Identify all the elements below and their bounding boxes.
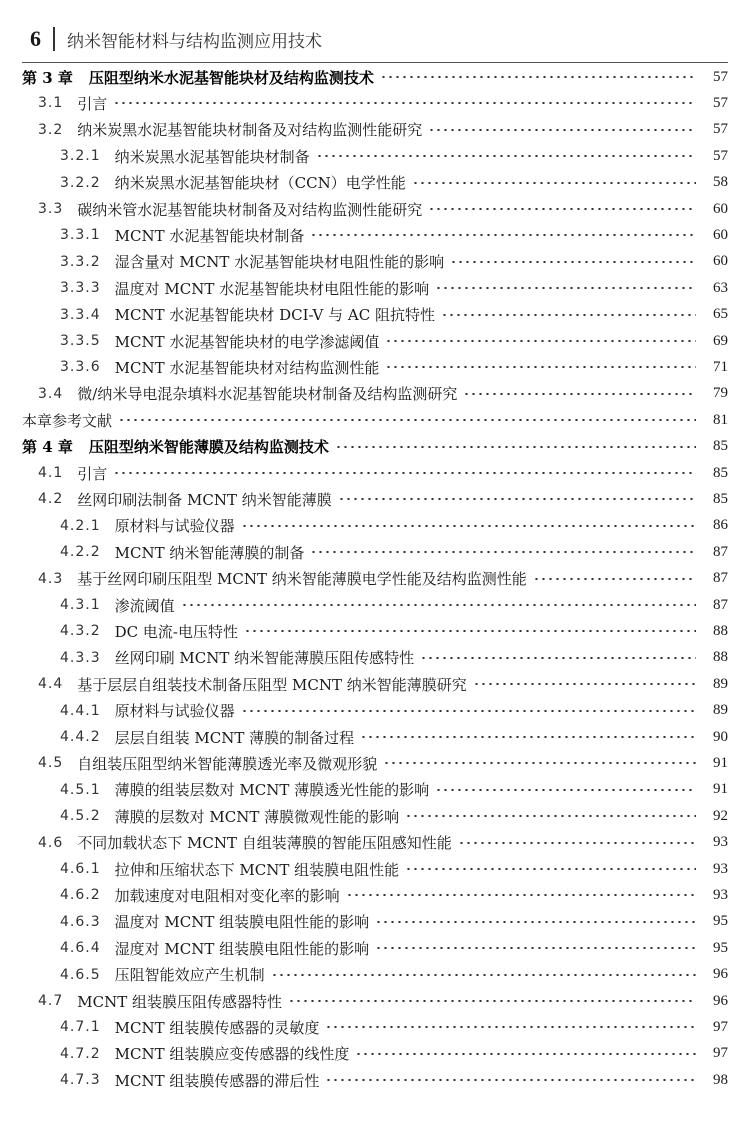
- toc-entry[interactable]: [60, 328, 728, 354]
- toc-entry[interactable]: [38, 90, 728, 116]
- toc-entry[interactable]: [60, 962, 728, 988]
- toc-entry-page: 63: [713, 279, 728, 296]
- toc-entry-page: 96: [713, 966, 728, 983]
- dot-leader: [385, 340, 696, 342]
- toc-entry[interactable]: [60, 724, 728, 750]
- toc-entry-page: 88: [713, 649, 728, 666]
- toc-entry-page: 93: [713, 886, 728, 903]
- toc-entry[interactable]: [38, 117, 728, 143]
- toc-entry-title: 自组装压阻型纳米智能薄膜透光率及微观形貌: [77, 754, 378, 773]
- toc-entry[interactable]: [60, 856, 728, 882]
- toc-entry-number: 3.2.2: [60, 174, 101, 191]
- toc-entry-title: 层层自组装 MCNT 薄膜的制备过程: [114, 728, 355, 747]
- toc-entry-number: 4.6: [38, 834, 64, 851]
- toc-entry-page: 60: [713, 253, 728, 270]
- toc-entry-page: 97: [713, 1045, 728, 1062]
- toc-entry-number: 第 3 章: [22, 68, 73, 87]
- dot-leader: [435, 287, 696, 289]
- toc-entry-number: 4.5: [38, 755, 64, 772]
- toc-entry[interactable]: [38, 460, 728, 486]
- toc-entry-number: 3.3.4: [60, 306, 101, 323]
- toc-entry[interactable]: [60, 275, 728, 301]
- toc-entry-title: 纳米炭黑水泥基智能块材制备: [114, 147, 310, 166]
- toc-entry[interactable]: [60, 645, 728, 671]
- toc-entry-title: 湿含量对 MCNT 水泥基智能块材电阻性能的影响: [114, 253, 445, 272]
- toc-entry-page: 69: [713, 332, 728, 349]
- toc-entry[interactable]: [60, 1041, 728, 1067]
- toc-entry-number: 3.3.3: [60, 280, 101, 297]
- dot-leader: [181, 604, 696, 606]
- toc-entry-title: 压阻型纳米水泥基智能块材及结构监测技术: [88, 68, 374, 87]
- toc-entry-number: 3.3.1: [60, 227, 101, 244]
- toc-entry-number: 3.4: [38, 385, 64, 402]
- toc-entry-number: 3.3.5: [60, 333, 101, 349]
- dot-leader: [375, 947, 696, 949]
- toc-entry-page: 60: [713, 200, 728, 217]
- toc-entry[interactable]: [60, 618, 728, 644]
- toc-entry-page: 57: [713, 147, 728, 164]
- toc-entry-number: 4.3.1: [60, 597, 101, 613]
- dot-leader: [310, 234, 696, 236]
- toc-entry-page: 98: [713, 1071, 728, 1088]
- toc-entry-page: 85: [713, 438, 728, 455]
- toc-entry-number: 4.6.2: [60, 887, 101, 904]
- toc-entry-title: 渗流阈值: [114, 596, 175, 615]
- toc-entry-number: 4.5.1: [60, 781, 101, 798]
- toc-entry-number: 4.7.2: [60, 1045, 101, 1062]
- toc-chapter-entry[interactable]: [22, 434, 728, 460]
- toc-entry-page: 95: [713, 939, 728, 956]
- toc-entry-page: 79: [713, 385, 728, 402]
- toc-entry[interactable]: [60, 539, 728, 565]
- toc-entry-title: MCNT 纳米智能薄膜的制备: [114, 543, 305, 562]
- toc-entry-title: 加载速度对电阻相对变化率的影响: [114, 886, 340, 905]
- toc-entry-number: 4.3.2: [60, 623, 101, 640]
- toc-entry-title: 原材料与试验仪器: [114, 517, 235, 536]
- dot-leader: [325, 1026, 696, 1028]
- toc-entry-number: 3.2.1: [60, 148, 101, 165]
- toc-entry-title: MCNT 水泥基智能块材对结构监测性能: [114, 358, 380, 377]
- toc-entry-number: 4.3: [38, 570, 64, 587]
- toc-entry-title: 温度对 MCNT 水泥基智能块材电阻性能的影响: [114, 279, 430, 298]
- toc-entry-number: 3.3.2: [60, 253, 101, 270]
- toc-entry[interactable]: [60, 354, 728, 380]
- toc-entry-title: 微/纳米导电混杂填料水泥基智能块材制备及结构监测研究: [77, 385, 458, 404]
- toc-entry[interactable]: [60, 222, 728, 248]
- dot-leader: [420, 657, 696, 659]
- dot-leader: [458, 842, 696, 844]
- dot-leader: [441, 314, 696, 316]
- toc-entry[interactable]: [38, 566, 728, 592]
- toc-entry-title: 薄膜的组装层数对 MCNT 薄膜透光性能的影响: [114, 781, 430, 800]
- dot-leader: [288, 1000, 696, 1002]
- toc-entry[interactable]: [60, 592, 728, 618]
- toc-entry-page: 88: [713, 622, 728, 639]
- toc-entry-title: MCNT 组装膜压阻传感器特性: [77, 992, 283, 1011]
- toc-entry-page: 85: [713, 490, 728, 507]
- toc-entry-number: 4.7.1: [60, 1019, 101, 1036]
- toc-entry-page: 87: [713, 570, 728, 587]
- toc-entry-number: 4.4: [38, 676, 64, 693]
- toc-entry[interactable]: [60, 803, 728, 829]
- dot-leader: [338, 498, 696, 500]
- toc-entry-page: 58: [713, 174, 728, 191]
- toc-entry-title: 纳米炭黑水泥基智能块材（CCN）电学性能: [114, 174, 406, 193]
- toc-entry-page: 57: [713, 94, 728, 111]
- dot-leader: [383, 762, 696, 764]
- toc-entry[interactable]: [38, 750, 728, 776]
- toc-entry-title: 丝网印刷法制备 MCNT 纳米智能薄膜: [77, 490, 332, 509]
- toc-entry-page: 91: [713, 781, 728, 798]
- toc-entry-page: 89: [713, 675, 728, 692]
- dot-leader: [118, 419, 696, 421]
- dot-leader: [450, 261, 696, 263]
- toc-entry-page: 93: [713, 860, 728, 877]
- toc-entry[interactable]: [60, 1067, 728, 1093]
- running-header: [30, 24, 730, 54]
- toc-entry[interactable]: [60, 1014, 728, 1040]
- toc-entry-title: MCNT 组装膜应变传感器的线性度: [114, 1045, 350, 1064]
- toc-entry-number: 4.6.4: [60, 940, 101, 957]
- toc-entry-title: 不同加载状态下 MCNT 自组装薄膜的智能压阻感知性能: [77, 834, 452, 853]
- toc-entry-title: DC 电流-电压特性: [114, 622, 238, 641]
- dot-leader: [463, 393, 696, 395]
- toc-entry-page: 85: [713, 464, 728, 481]
- toc-entry-title: 原材料与试验仪器: [114, 702, 235, 721]
- toc-entry-title: 基于层层自组装技术制备压阻型 MCNT 纳米智能薄膜研究: [77, 675, 467, 694]
- toc-entry[interactable]: [38, 988, 728, 1014]
- toc-entry[interactable]: [38, 196, 728, 222]
- dot-leader: [533, 578, 696, 580]
- toc-entry-page: 65: [713, 306, 728, 323]
- dot-leader: [473, 683, 696, 685]
- toc-entry-page: 81: [713, 411, 728, 428]
- toc-entry-number: 4.7.3: [60, 1072, 101, 1089]
- dot-leader: [316, 155, 696, 157]
- dot-leader: [405, 815, 696, 817]
- toc-entry-page: 95: [713, 913, 728, 930]
- toc-entry-title: 基于丝网印刷压阻型 MCNT 纳米智能薄膜电学性能及结构监测性能: [77, 570, 527, 589]
- dot-leader: [310, 551, 696, 553]
- toc-entry-title: 纳米炭黑水泥基智能块材制备及对结构监测性能研究: [77, 121, 423, 140]
- toc-entry-number: 4.4.1: [60, 702, 101, 719]
- toc-entry-page: 93: [713, 834, 728, 851]
- dot-leader: [325, 1079, 696, 1081]
- dot-leader: [241, 710, 696, 712]
- toc-entry-title: MCNT 水泥基智能块材的电学渗滤阈值: [114, 332, 380, 351]
- toc-entry-title: 本章参考文献: [22, 411, 113, 430]
- toc-entry-number: 3.2: [38, 121, 64, 138]
- toc-entry-number: 4.7: [38, 993, 64, 1009]
- toc-entry[interactable]: [38, 830, 728, 856]
- toc-entry-number: 4.6.3: [60, 913, 101, 930]
- dot-leader: [375, 921, 696, 923]
- toc-entry-page: 87: [713, 543, 728, 560]
- toc-entry-page: 87: [713, 596, 728, 613]
- toc-entry[interactable]: [38, 381, 728, 407]
- toc-entry-page: 92: [713, 807, 728, 824]
- dot-leader: [244, 630, 696, 632]
- toc-entry-page: 86: [713, 517, 728, 534]
- toc-entry-page: 89: [713, 702, 728, 719]
- toc-entry-title: 压阻智能效应产生机制: [114, 966, 265, 985]
- toc-entry[interactable]: [60, 698, 728, 724]
- dot-leader: [271, 974, 696, 976]
- toc-entry[interactable]: [60, 513, 728, 539]
- toc-entry-number: 第 4 章: [22, 438, 73, 457]
- toc-entry-page: 57: [713, 68, 728, 85]
- toc-entry[interactable]: [60, 170, 728, 196]
- toc-entry[interactable]: [60, 249, 728, 275]
- toc-entry[interactable]: [60, 909, 728, 935]
- toc-entry[interactable]: [38, 486, 728, 512]
- toc-entry-number: 4.3.3: [60, 649, 101, 666]
- toc-entry-title: 引言: [77, 94, 108, 113]
- toc-entry-page: 60: [713, 226, 728, 243]
- dot-leader: [428, 129, 696, 131]
- toc-entry-title: 拉伸和压缩状态下 MCNT 组装膜电阻性能: [114, 860, 400, 879]
- toc-entry-title: 丝网印刷 MCNT 纳米智能薄膜压阻传感特性: [114, 649, 415, 668]
- toc-entry-page: 90: [713, 728, 728, 745]
- header-rule: [22, 62, 728, 63]
- toc-entry[interactable]: [60, 777, 728, 803]
- toc-entry-page: 97: [713, 1018, 728, 1035]
- toc-entry-title: MCNT 水泥基智能块材 DCI-V 与 AC 阻抗特性: [114, 306, 435, 325]
- toc-entry-number: 4.2.1: [60, 517, 101, 534]
- toc-entry-page: 91: [713, 754, 728, 771]
- toc-entry-title: 薄膜的层数对 MCNT 薄膜微观性能的影响: [114, 807, 400, 826]
- toc-entry-title: 引言: [77, 464, 108, 483]
- toc-entry-number: 4.6.1: [60, 861, 101, 877]
- dot-leader: [355, 1053, 696, 1055]
- toc-entry-page: 71: [713, 358, 728, 375]
- page-number: 6: [30, 26, 41, 51]
- toc-entry-number: 3.1: [38, 95, 64, 112]
- toc-entry-number: 4.2.2: [60, 544, 101, 561]
- book-title: 纳米智能材料与结构监测应用技术: [67, 31, 322, 52]
- dot-leader: [385, 366, 696, 368]
- dot-leader: [346, 894, 696, 896]
- toc-entry-title: 压阻型纳米智能薄膜及结构监测技术: [88, 438, 329, 457]
- dot-leader: [360, 736, 696, 738]
- toc-entry-number: 4.6.5: [60, 966, 101, 983]
- toc-entry-number: 4.2: [38, 491, 64, 508]
- dot-leader: [113, 472, 696, 474]
- dot-leader: [380, 76, 696, 78]
- toc-entry[interactable]: [60, 935, 728, 961]
- toc-entry-number: 3.3.6: [60, 359, 101, 376]
- toc-entry-title: MCNT 组装膜传感器的灵敏度: [114, 1018, 320, 1037]
- toc-entry-page: 96: [713, 992, 728, 1009]
- toc-entry-title: MCNT 水泥基智能块材制备: [114, 226, 305, 245]
- dot-leader: [412, 182, 696, 184]
- toc-entry[interactable]: [22, 407, 728, 433]
- toc-entry-number: 4.5.2: [60, 808, 101, 825]
- toc-entry[interactable]: [60, 302, 728, 328]
- toc-entry-number: 3.3: [38, 201, 64, 217]
- toc-entry-title: 湿度对 MCNT 组装膜电阻性能的影响: [114, 939, 370, 958]
- toc-entry-title: MCNT 组装膜传感器的滞后性: [114, 1071, 320, 1090]
- dot-leader: [428, 208, 696, 210]
- toc-entry[interactable]: [60, 882, 728, 908]
- toc-entry[interactable]: [60, 143, 728, 169]
- dot-leader: [241, 525, 696, 527]
- toc-entry-title: 温度对 MCNT 组装膜电阻性能的影响: [114, 913, 370, 932]
- toc-entry-title: 碳纳米管水泥基智能块材制备及对结构监测性能研究: [77, 200, 423, 219]
- toc-entry-page: 57: [713, 121, 728, 138]
- dot-leader: [435, 789, 696, 791]
- dot-leader: [335, 446, 696, 448]
- header-separator: [53, 27, 55, 51]
- toc-entry-number: 4.4.2: [60, 729, 101, 745]
- toc-entry[interactable]: [38, 671, 728, 697]
- toc-chapter-entry[interactable]: [22, 64, 728, 90]
- dot-leader: [405, 868, 696, 870]
- dot-leader: [113, 102, 696, 104]
- toc-entry-number: 4.1: [38, 465, 64, 481]
